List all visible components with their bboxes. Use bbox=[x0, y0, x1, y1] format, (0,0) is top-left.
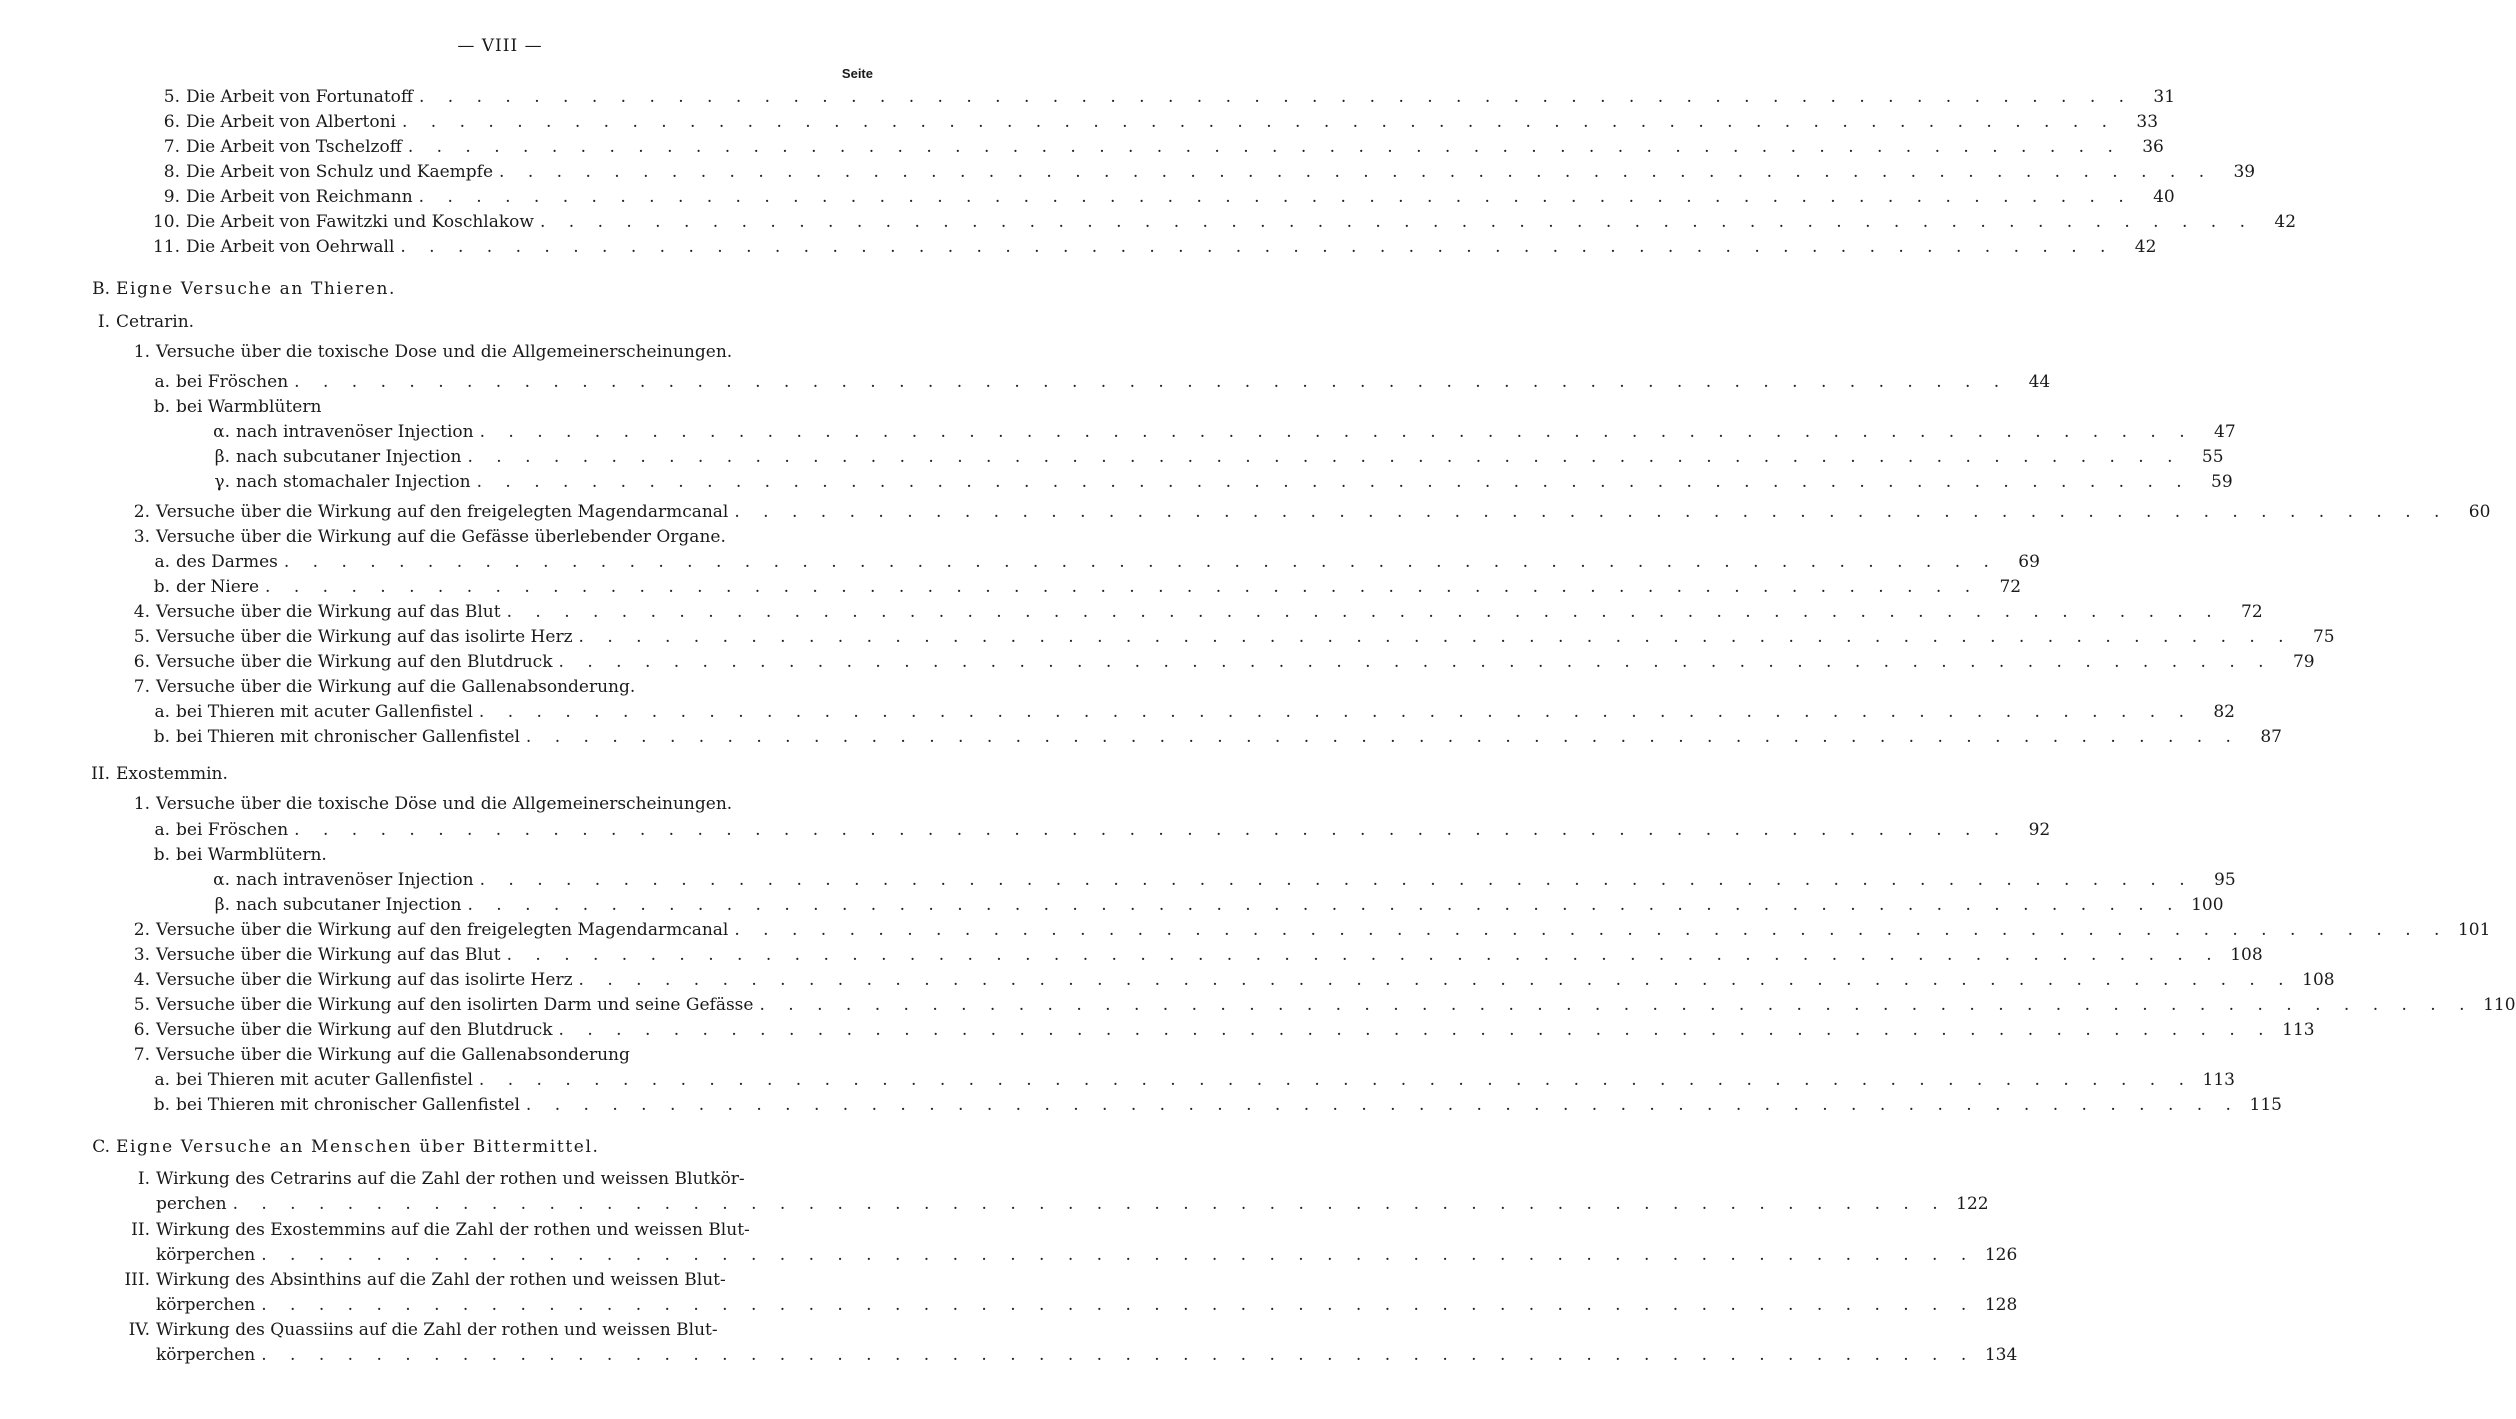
toc-entry bbox=[0, 600, 2263, 625]
toc-entry-title: Die Arbeit von Reichmann bbox=[186, 187, 413, 207]
toc-entry bbox=[0, 868, 2236, 893]
toc-entry-number: III. bbox=[124, 1270, 150, 1290]
toc-page-number: 108 bbox=[2230, 945, 2263, 965]
toc-entry-title: Die Arbeit von Oehrwall bbox=[186, 237, 395, 257]
toc-entry-title: bei Thieren mit acuter Gallenfistel bbox=[176, 1070, 473, 1090]
toc-entry-number: a. bbox=[154, 552, 170, 572]
toc-entry-title: Versuche über die Wirkung auf den isolirten Darm und seine Gefässe bbox=[156, 995, 754, 1015]
toc-page-number: 36 bbox=[2142, 137, 2164, 157]
toc-entry-title: nach intravenöser Injection bbox=[236, 422, 474, 442]
dot-leader: . . . . . . . . . . . . . . . . . . . . . . . . . . . . . . . . . . . . . . . . . . . . . . . . . . . . . . . . . . . . bbox=[506, 602, 2221, 622]
toc-entry-number: α. bbox=[213, 870, 230, 890]
toc-entry bbox=[0, 160, 2256, 185]
dot-leader: . . . . . . . . . . . . . . . . . . . . . . . . . . . . . . . . . . . . . . . . . . . . . . . . . . . . . . . . . . . . bbox=[476, 472, 2191, 492]
dot-leader: . . . . . . . . . . . . . . . . . . . . . . . . . . . . . . . . . . . . . . . . . . . . . . . . . . . . . . . . . . . . bbox=[400, 237, 2115, 257]
toc-entry-number: γ. bbox=[214, 472, 230, 492]
toc-entry bbox=[0, 675, 1000, 700]
toc-page-number: 113 bbox=[2202, 1070, 2235, 1090]
toc-page-number: 72 bbox=[2241, 602, 2263, 622]
toc-entry-title: Wirkung des Exostemmins auf die Zahl der rothen und weissen Blut- bbox=[156, 1220, 750, 1240]
toc-entry-title: Wirkung des Absinthins auf die Zahl der rothen und weissen Blut- bbox=[156, 1270, 726, 1290]
toc-entry bbox=[0, 625, 2335, 650]
toc-entry-number: 3. bbox=[133, 945, 150, 965]
toc-entry-number: 5. bbox=[163, 87, 180, 107]
toc-entry-number: II. bbox=[91, 764, 110, 784]
toc-entry-title: Versuche über die Wirkung auf die Gallenabsonderung bbox=[156, 1045, 630, 1065]
toc-entry-title: Versuche über die Wirkung auf das Blut bbox=[156, 602, 501, 622]
toc-entry bbox=[0, 135, 2164, 160]
toc-entry bbox=[0, 470, 2233, 495]
toc-entry-number: a. bbox=[154, 1070, 170, 1090]
dot-leader: . . . . . . . . . . . . . . . . . . . . . . . . . . . . . . . . . . . . . . . . . . . . . . . . . . . . . . . . . . . . bbox=[467, 895, 2182, 915]
toc-entry bbox=[0, 1043, 1000, 1068]
toc-entry bbox=[0, 370, 2051, 395]
toc-entry-title: des Darmes bbox=[176, 552, 278, 572]
dot-leader: . . . . . . . . . . . . . . . . . . . . . . . . . . . . . . . . . . . . . . . . . . . . . . . . . . . . . . . . . . . . bbox=[734, 502, 2449, 522]
toc-entry-title: Versuche über die Wirkung auf den Blutdruck bbox=[156, 1020, 553, 1040]
toc-entry-number: a. bbox=[154, 372, 170, 392]
dot-leader: . . . . . . . . . . . . . . . . . . . . . . . . . . . . . . . . . . . . . . . . . . . . . . . . . . . . . . . . . . . . bbox=[578, 627, 2293, 647]
toc-entry bbox=[0, 843, 1000, 868]
toc-entry-number: II. bbox=[131, 1220, 150, 1240]
toc-entry-number: C. bbox=[92, 1137, 110, 1157]
dot-leader: . . . . . . . . . . . . . . . . . . . . . . . . . . . . . . . . . . . . . . . . . . . . . . . . . . . . . . . . . . . . bbox=[578, 970, 2293, 990]
toc-entry-title: bei Fröschen bbox=[176, 372, 289, 392]
toc-entry-number: 5. bbox=[133, 627, 150, 647]
toc-entry-title: Versuche über die Wirkung auf das isolirte Herz bbox=[156, 970, 573, 990]
toc-entry-number: 4. bbox=[133, 602, 150, 622]
toc-entry bbox=[0, 1167, 1000, 1192]
toc-page-number: 134 bbox=[1984, 1345, 2018, 1365]
toc-entry-title: Die Arbeit von Fawitzki und Koschlakow bbox=[186, 212, 534, 232]
toc-entry-number: 1. bbox=[133, 794, 150, 814]
toc-entry-title: nach stomachaler Injection bbox=[236, 472, 471, 492]
toc-entry-number: α. bbox=[213, 422, 230, 442]
toc-page-number: 113 bbox=[2282, 1020, 2315, 1040]
toc-entry bbox=[0, 993, 2516, 1018]
toc-entry-number: b. bbox=[153, 727, 170, 747]
toc-entry bbox=[0, 725, 2282, 750]
toc-entry-title: Versuche über die Wirkung auf das Blut bbox=[156, 945, 501, 965]
toc-entry bbox=[0, 1268, 1000, 1293]
toc-entry-title: körperchen bbox=[156, 1245, 256, 1265]
toc-entry bbox=[0, 500, 2491, 525]
toc-entry bbox=[0, 85, 2176, 110]
toc-entry bbox=[0, 893, 2224, 918]
toc-entry-title: Versuche über die Wirkung auf den Blutdruck bbox=[156, 652, 553, 672]
toc-page-number: 75 bbox=[2312, 627, 2335, 647]
toc-entry-title: Wirkung des Quassiins auf die Zahl der rothen und weissen Blut- bbox=[156, 1320, 718, 1340]
dot-leader: . . . . . . . . . . . . . . . . . . . . . . . . . . . . . . . . . . . . . . . . . . . . . . . . . . . . . . . . . . . . bbox=[418, 87, 2134, 107]
toc-entry bbox=[0, 445, 2224, 470]
toc-section-heading bbox=[0, 1135, 1000, 1160]
toc-entry bbox=[0, 110, 2159, 135]
dot-leader: . . . . . . . . . . . . . . . . . . . . . . . . . . . . . . . . . . . . . . . . . . . . . . . . . . . . . . . . . . . . bbox=[467, 447, 2182, 467]
toc-entry-title: Die Arbeit von Tschelzoff bbox=[186, 137, 402, 157]
toc-entry-number: 6. bbox=[163, 112, 180, 132]
toc-section-heading bbox=[0, 277, 1000, 302]
toc-entry-title: Eigne Versuche an Menschen über Bittermittel. bbox=[116, 1137, 600, 1157]
dot-leader: . . . . . . . . . . . . . . . . . . . . . . . . . . . . . . . . . . . . . . . . . . . . . . . . . . . . . . . . . . . . bbox=[759, 995, 2474, 1015]
toc-entry-title: Versuche über die toxische Dose und die Allgemeinerscheinungen. bbox=[156, 342, 733, 362]
toc-entry bbox=[0, 525, 1000, 550]
toc-entry-title: bei Warmblütern. bbox=[176, 845, 327, 865]
toc-entry-title: Versuche über die Wirkung auf den freigelegten Magendarmcanal bbox=[156, 920, 729, 940]
toc-page-number: 128 bbox=[1984, 1295, 2018, 1315]
dot-leader: . . . . . . . . . . . . . . . . . . . . . . . . . . . . . . . . . . . . . . . . . . . . . . . . . . . . . . . . . . . . bbox=[294, 820, 2009, 840]
toc-entry-title: Versuche über die Wirkung auf die Gallenabsonderung. bbox=[156, 677, 636, 697]
dot-leader: . . . . . . . . . . . . . . . . . . . . . . . . . . . . . . . . . . . . . . . . . . . . . . . . . . . . . . . . . . . . bbox=[401, 112, 2117, 132]
toc-entry-title: Versuche über die toxische Döse und die Allgemeinerscheinungen. bbox=[156, 794, 733, 814]
dot-leader: . . . . . . . . . . . . . . . . . . . . . . . . . . . . . . . . . . . . . . . . . . . . . . . . . . . . . . . . . . . . bbox=[261, 1245, 1976, 1265]
toc-page-number: 60 bbox=[2468, 502, 2491, 522]
dot-leader: . . . . . . . . . . . . . . . . . . . . . . . . . . . . . . . . . . . . . . . . . . . . . . . . . . . . . . . . . . . . bbox=[261, 1345, 1976, 1365]
toc-page-number: 95 bbox=[2214, 870, 2236, 890]
toc-entry-number: 7. bbox=[133, 677, 150, 697]
toc-entry bbox=[0, 420, 2236, 445]
dot-leader: . . . . . . . . . . . . . . . . . . . . . . . . . . . . . . . . . . . . . . . . . . . . . . . . . . . . . . . . . . . . bbox=[261, 1295, 1976, 1315]
dot-leader: . . . . . . . . . . . . . . . . . . . . . . . . . . . . . . . . . . . . . . . . . . . . . . . . . . . . . . . . . . . . bbox=[734, 920, 2449, 940]
toc-entry bbox=[0, 943, 2263, 968]
toc-entry-number: β. bbox=[214, 447, 230, 467]
toc-entry-number: b. bbox=[153, 1095, 170, 1115]
toc-entry bbox=[0, 340, 1000, 365]
toc-entry-number: 2. bbox=[133, 502, 150, 522]
toc-entry bbox=[0, 1218, 1000, 1243]
toc-page-number: 126 bbox=[1984, 1245, 2018, 1265]
toc-page-number: 33 bbox=[2136, 112, 2159, 132]
toc-entry bbox=[0, 1293, 2018, 1318]
toc-entry-title: bei Thieren mit acuter Gallenfistel bbox=[176, 702, 473, 722]
toc-entry-number: a. bbox=[154, 820, 170, 840]
dot-leader: . . . . . . . . . . . . . . . . . . . . . . . . . . . . . . . . . . . . . . . . . . . . . . . . . . . . . . . . . . . . bbox=[558, 1020, 2273, 1040]
toc-page-number: 100 bbox=[2191, 895, 2224, 915]
toc-entry-title: bei Thieren mit chronischer Gallenfistel bbox=[176, 727, 520, 747]
dot-leader: . . . . . . . . . . . . . . . . . . . . . . . . . . . . . . . . . . . . . . . . . . . . . . . . . . . . . . . . . . . . bbox=[525, 1095, 2240, 1115]
toc-page-number: 47 bbox=[2214, 422, 2236, 442]
toc-page-number: 40 bbox=[2153, 187, 2175, 207]
toc-entry-number: 3. bbox=[133, 527, 150, 547]
dot-leader: . . . . . . . . . . . . . . . . . . . . . . . . . . . . . . . . . . . . . . . . . . . . . . . . . . . . . . . . . . . . bbox=[407, 137, 2122, 157]
toc-entry-title: Cetrarin. bbox=[116, 312, 195, 332]
toc-page-number: 79 bbox=[2292, 652, 2315, 672]
toc-page-number: 108 bbox=[2302, 970, 2335, 990]
toc-entry-number: I. bbox=[97, 312, 110, 332]
toc-entry-title: nach subcutaner Injection bbox=[236, 447, 462, 467]
toc-entry bbox=[0, 1318, 1000, 1343]
toc-entry bbox=[0, 235, 2157, 260]
toc-entry bbox=[0, 918, 2491, 943]
toc-entry-title: Versuche über die Wirkung auf das isolirte Herz bbox=[156, 627, 573, 647]
toc-entry-number: β. bbox=[214, 895, 230, 915]
toc-entry-number: 7. bbox=[163, 137, 180, 157]
toc-page-number: 115 bbox=[2249, 1095, 2282, 1115]
dot-leader: . . . . . . . . . . . . . . . . . . . . . . . . . . . . . . . . . . . . . . . . . . . . . . . . . . . . . . . . . . . . bbox=[525, 727, 2240, 747]
dot-leader: . . . . . . . . . . . . . . . . . . . . . . . . . . . . . . . . . . . . . . . . . . . . . . . . . . . . . . . . . . . . bbox=[478, 1070, 2193, 1090]
toc-entry-number: 4. bbox=[133, 970, 150, 990]
toc-entry bbox=[0, 1018, 2315, 1043]
toc-entry-number: 2. bbox=[133, 920, 150, 940]
toc-entry-number: 7. bbox=[133, 1045, 150, 1065]
toc-entry-title: körperchen bbox=[156, 1345, 256, 1365]
toc-entry-number: b. bbox=[153, 577, 170, 597]
toc-entry bbox=[0, 310, 1000, 335]
toc-page-number: 44 bbox=[2028, 372, 2051, 392]
toc-entry bbox=[0, 818, 2051, 843]
toc-entry-number: a. bbox=[154, 702, 170, 722]
toc-page-number: 69 bbox=[2018, 552, 2040, 572]
toc-entry bbox=[0, 1343, 2018, 1368]
toc-entry bbox=[0, 1068, 2235, 1093]
toc-entry-title: Die Arbeit von Schulz und Kaempfe bbox=[186, 162, 494, 182]
toc-entry-number: 8. bbox=[163, 162, 180, 182]
toc-page-number: 101 bbox=[2457, 920, 2491, 940]
toc-page-number: 42 bbox=[2134, 237, 2157, 257]
dot-leader: . . . . . . . . . . . . . . . . . . . . . . . . . . . . . . . . . . . . . . . . . . . . . . . . . . . . . . . . . . . . bbox=[539, 212, 2255, 232]
toc-page-number: 59 bbox=[2211, 472, 2233, 492]
toc-entry-title: Versuche über die Wirkung auf die Gefässe überlebender Organe. bbox=[156, 527, 726, 547]
toc-entry-number: b. bbox=[153, 397, 170, 417]
toc-entry bbox=[0, 550, 2040, 575]
toc-entry-title: Versuche über die Wirkung auf den freigelegten Magendarmcanal bbox=[156, 502, 729, 522]
toc-entry-title: Wirkung des Cetrarins auf die Zahl der rothen und weissen Blutkör- bbox=[156, 1169, 745, 1189]
toc-entry bbox=[0, 210, 2297, 235]
toc-page-number: 110 bbox=[2483, 995, 2516, 1015]
dot-leader: . . . . . . . . . . . . . . . . . . . . . . . . . . . . . . . . . . . . . . . . . . . . . . . . . . . . . . . . . . . . bbox=[499, 162, 2214, 182]
toc-page-number: 122 bbox=[1956, 1194, 1989, 1214]
toc-page-number: 87 bbox=[2260, 727, 2282, 747]
toc-entry bbox=[0, 968, 2335, 993]
toc-entry bbox=[0, 1192, 1989, 1217]
toc-entry-number: 9. bbox=[163, 187, 180, 207]
dot-leader: . . . . . . . . . . . . . . . . . . . . . . . . . . . . . . . . . . . . . . . . . . . . . . . . . . . . . . . . . . . . bbox=[418, 187, 2133, 207]
toc-entry-number: 5. bbox=[133, 995, 150, 1015]
toc-page-number: 82 bbox=[2213, 702, 2235, 722]
dot-leader: . . . . . . . . . . . . . . . . . . . . . . . . . . . . . . . . . . . . . . . . . . . . . . . . . . . . . . . . . . . . bbox=[232, 1194, 1947, 1214]
toc-page-number: 31 bbox=[2153, 87, 2176, 107]
toc-entry bbox=[0, 185, 2175, 210]
toc-entry-number: 11. bbox=[152, 237, 180, 257]
toc-page-number: 55 bbox=[2201, 447, 2224, 467]
toc-entry bbox=[0, 650, 2315, 675]
dot-leader: . . . . . . . . . . . . . . . . . . . . . . . . . . . . . . . . . . . . . . . . . . . . . . . . . . . . . . . . . . . . bbox=[265, 577, 1980, 597]
toc-entry-number: IV. bbox=[128, 1320, 150, 1340]
dot-leader: . . . . . . . . . . . . . . . . . . . . . . . . . . . . . . . . . . . . . . . . . . . . . . . . . . . . . . . . . . . . bbox=[479, 422, 2194, 442]
toc-entry bbox=[0, 575, 2022, 600]
toc-entry-number: 1. bbox=[133, 342, 150, 362]
dot-leader: . . . . . . . . . . . . . . . . . . . . . . . . . . . . . . . . . . . . . . . . . . . . . . . . . . . . . . . . . . . . bbox=[478, 702, 2193, 722]
toc-entry-number: 10. bbox=[152, 212, 180, 232]
toc-entry-title: Die Arbeit von Fortunatoff bbox=[186, 87, 413, 107]
dot-leader: . . . . . . . . . . . . . . . . . . . . . . . . . . . . . . . . . . . . . . . . . . . . . . . . . . . . . . . . . . . . bbox=[479, 870, 2194, 890]
toc-entry-title: Eigne Versuche an Thieren. bbox=[116, 279, 397, 299]
toc-entry-title: körperchen bbox=[156, 1295, 256, 1315]
toc-entry-number: I. bbox=[137, 1169, 150, 1189]
toc-page-number: 72 bbox=[1999, 577, 2022, 597]
toc-entry-title: bei Thieren mit chronischer Gallenfistel bbox=[176, 1095, 520, 1115]
toc-entry bbox=[0, 395, 1000, 420]
dot-leader: . . . . . . . . . . . . . . . . . . . . . . . . . . . . . . . . . . . . . . . . . . . . . . . . . . . . . . . . . . . . bbox=[283, 552, 1998, 572]
toc-page-number: 39 bbox=[2233, 162, 2256, 182]
toc-entry bbox=[0, 1243, 2018, 1268]
page-number-header: — VIII — bbox=[457, 36, 543, 56]
dot-leader: . . . . . . . . . . . . . . . . . . . . . . . . . . . . . . . . . . . . . . . . . . . . . . . . . . . . . . . . . . . . bbox=[506, 945, 2221, 965]
toc-entry-title: nach intravenöser Injection bbox=[236, 870, 474, 890]
toc-entry-title: bei Warmblütern bbox=[176, 397, 322, 417]
toc-entry-number: 6. bbox=[133, 652, 150, 672]
toc-entry-title: bei Fröschen bbox=[176, 820, 289, 840]
toc-entry bbox=[0, 792, 1000, 817]
toc-entry-number: b. bbox=[153, 845, 170, 865]
dot-leader: . . . . . . . . . . . . . . . . . . . . . . . . . . . . . . . . . . . . . . . . . . . . . . . . . . . . . . . . . . . . bbox=[558, 652, 2273, 672]
toc-entry bbox=[0, 700, 2235, 725]
toc-page-number: 92 bbox=[2028, 820, 2051, 840]
toc-entry-title: perchen bbox=[156, 1194, 227, 1214]
dot-leader: . . . . . . . . . . . . . . . . . . . . . . . . . . . . . . . . . . . . . . . . . . . . . . . . . . . . . . . . . . . . bbox=[294, 372, 2009, 392]
toc-entry-title: nach subcutaner Injection bbox=[236, 895, 462, 915]
toc-entry-number: 6. bbox=[133, 1020, 150, 1040]
toc-entry-title: Exostemmin. bbox=[116, 764, 228, 784]
page-column-label: Seite bbox=[841, 66, 873, 81]
toc-entry-number: B. bbox=[92, 279, 110, 299]
toc-entry-title: Die Arbeit von Albertoni bbox=[186, 112, 396, 132]
toc-entry-title: der Niere bbox=[176, 577, 260, 597]
toc-page-number: 42 bbox=[2274, 212, 2297, 232]
toc-entry bbox=[0, 1093, 2282, 1118]
toc-entry bbox=[0, 762, 1000, 787]
